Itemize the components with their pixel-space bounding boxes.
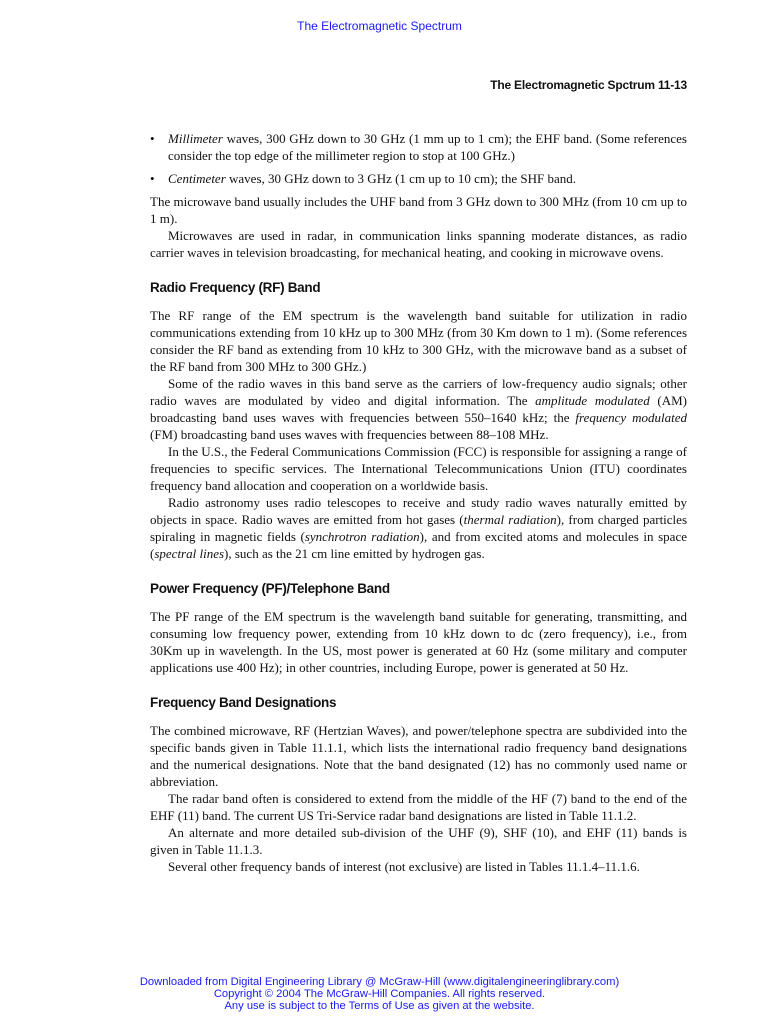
text-run: Radio astronomy uses radio telescopes to receive and study radio waves naturally emitted by objects in space. Radio waves are emitted from hot gases ( [150, 495, 687, 527]
item-text: waves, 30 GHz down to 3 GHz (1 cm up to 10 cm); the SHF band. [225, 171, 576, 186]
section-heading-pf: Power Frequency (PF)/Telephone Band [150, 581, 390, 596]
text-run: ), and from excited atoms and molecules in space ( [150, 529, 687, 561]
emphasis: frequency modulated [575, 410, 687, 425]
paragraph: The RF range of the EM spectrum is the wavelength band suitable for utilization in radio communications extending from 10 kHz up to 300 MHz (from 30 Km down to 1 m). (Some references consider the RF band as extending from 10 kHz to 300 GHz, with the microwave band as a subset of the RF band from 300 MHz to 300 GHz.) [150, 308, 687, 374]
section-heading-rf: Radio Frequency (RF) Band [150, 280, 321, 295]
paragraph: The microwave band usually includes the UHF band from 3 GHz down to 300 MHz (from 10 cm up to 1 m). [150, 194, 687, 226]
paragraph: The radar band often is considered to extend from the middle of the HF (7) band to the end of the EHF (11) band. The current US Tri-Service radar band designations are listed in Table 11.1.2. [150, 791, 687, 823]
list-item [150, 130, 687, 164]
section-heading-fbd: Frequency Band Designations [150, 695, 337, 710]
emphasis: synchrotron radiation [304, 529, 420, 544]
running-head: The Electromagnetic Spctrum 11-13 [490, 78, 687, 92]
text-run: ), such as the 21 cm line emitted by hydrogen gas. [224, 546, 485, 561]
footer [0, 976, 759, 1012]
text-run: (FM) broadcasting band uses waves with frequencies between 88–108 MHz. [150, 427, 549, 442]
text-run: (AM) broadcasting band uses waves with frequencies between 550–1640 kHz; the [150, 393, 687, 425]
footer-terms-link[interactable]: Any use is subject to the Terms of Use as given at the website. [224, 1000, 535, 1012]
paragraph: Several other frequency bands of interest (not exclusive) are listed in Tables 11.1.4–11.1.6. [168, 859, 640, 874]
paragraph: An alternate and more detailed sub-division of the UHF (9), SHF (10), and EHF (11) bands is given in Table 11.1.3. [150, 825, 687, 857]
emphasis: amplitude modulated [535, 393, 650, 408]
term: Centimeter [168, 171, 226, 186]
bullet-list [150, 130, 687, 187]
footer-copyright: Copyright © 2004 The McGraw-Hill Companies. All rights reserved. [213, 988, 546, 1000]
paragraph: The combined microwave, RF (Hertzian Waves), and power/telephone spectra are subdivided into the specific bands given in Table 11.1.1, which lists the international radio frequency band designations and the numerical designations. Note that the band designated (12) has no commonly used name or abbreviation. [150, 723, 687, 789]
paragraph: The PF range of the EM spectrum is the wavelength band suitable for generating, transmitting, and consuming low frequency power, extending from 10 kHz down to dc (zero frequency), i.e., from 30Km up in wavelength. In the US, most power is generated at 60 Hz (some military and computer applications use 400 Hz); in other countries, including Europe, power is generated at 50 Hz. [150, 609, 687, 675]
paragraph: In the U.S., the Federal Communications Commission (FCC) is responsible for assigning a range of frequencies to specific services. The International Telecommunications Union (ITU) coordinates frequency band allocation and cooperation on a worldwide basis. [150, 444, 687, 493]
text-run: ), from charged particles spiraling in magnetic fields ( [150, 512, 688, 544]
item-text: waves, 300 GHz down to 30 GHz (1 mm up to 1 cm); the EHF band. (Some references consider the top edge of the millimeter region to stop at 100 GHz.) [168, 131, 687, 163]
emphasis: spectral lines [154, 546, 225, 561]
paragraph [150, 375, 687, 443]
term: Millimeter [168, 131, 223, 146]
footer-download-link[interactable]: Downloaded from Digital Engineering Library @ McGraw-Hill (www.digitalengineeringlibrary.com) [139, 976, 620, 988]
page-body [150, 130, 687, 875]
paragraph: Microwaves are used in radar, in communication links spanning moderate distances, as radio carrier waves in television broadcasting, for mechanical heating, and cooking in microwave ovens. [150, 228, 687, 260]
emphasis: thermal radiation [463, 512, 557, 527]
list-item [150, 170, 687, 187]
text-run: Some of the radio waves in this band serve as the carriers of low-frequency audio signals; other radio waves are modulated by video and digital information. The [150, 376, 687, 408]
top-link[interactable]: The Electromagnetic Spectrum [297, 19, 462, 33]
paragraph [150, 494, 687, 562]
